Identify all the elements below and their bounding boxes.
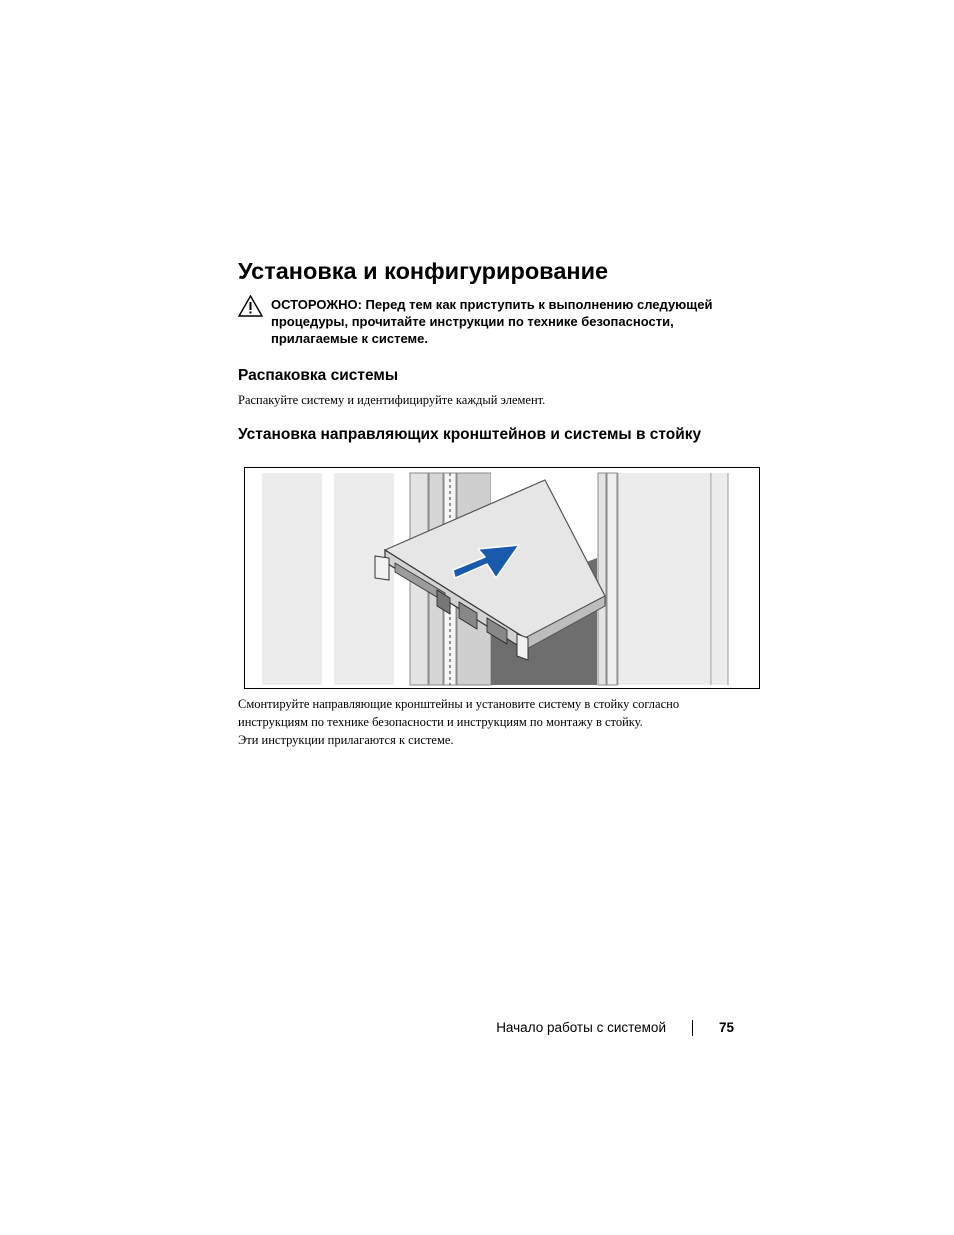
rack-heading: Установка направляющих кронштейнов и системы в стойку: [238, 426, 702, 443]
page-footer: [0, 1019, 954, 1039]
unpack-text: Распакуйте систему и идентифицируйте каждый элемент.: [238, 393, 546, 407]
caution-body: Перед тем как приступить к выполнению следующей процедуры, прочитайте инструкции по технике безопасности, прилагаемые к системе.: [271, 297, 713, 346]
unpack-heading: Распаковка системы: [238, 367, 399, 384]
caution-text: [271, 296, 741, 347]
caution-label: ОСТОРОЖНО:: [271, 297, 362, 312]
rack-text-line-2: инструкциям по технике безопасности и инструкциям по монтажу в стойку.: [238, 715, 643, 729]
warning-triangle-icon: [238, 295, 263, 317]
rack-text-line-1: Смонтируйте направляющие кронштейны и установите систему в стойку согласно: [238, 697, 680, 711]
caution-notice: [238, 295, 738, 351]
page-title: Установка и конфигурирование: [238, 258, 609, 284]
server-rack-install-illustration: [245, 468, 759, 688]
footer-section-title: Начало работы с системой: [496, 1020, 666, 1035]
rack-text: [238, 695, 738, 749]
page-number: 75: [719, 1020, 735, 1035]
rack-text-line-3: Эти инструкции прилагаются к системе.: [238, 733, 454, 747]
rack-install-figure: [244, 467, 760, 689]
footer-separator: [692, 1020, 693, 1036]
